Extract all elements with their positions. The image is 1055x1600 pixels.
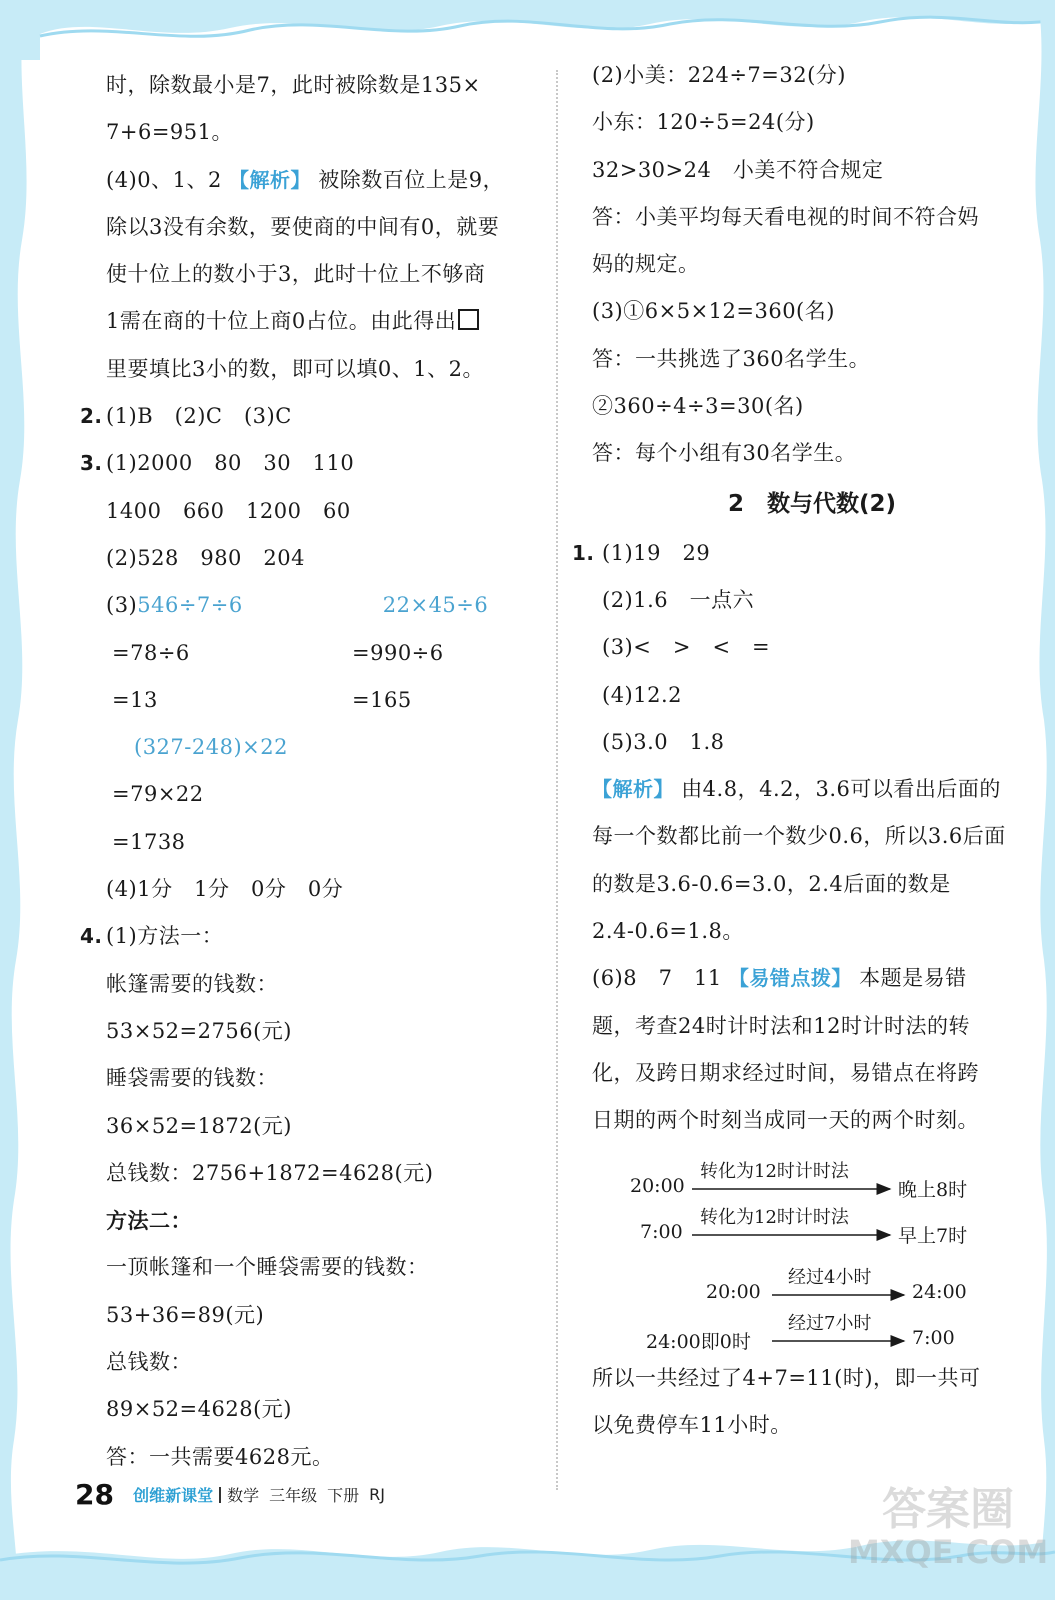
text-line: 里要填比3小的数，即可以填0、1、2。 <box>106 356 484 381</box>
analysis-tag: 【解析】 <box>229 167 312 192</box>
text-line <box>80 298 530 345</box>
analysis-text: 由4.8，4.2，3.6可以看出后面的 <box>681 777 1001 802</box>
left-column <box>80 62 530 1481</box>
text-line: 以免费停车11小时。 <box>592 1412 792 1437</box>
answer-text: (1)2000 80 30 110 <box>106 451 355 476</box>
text-line: 53+36=89(元) <box>106 1302 265 1327</box>
text-line: 时，除数最小是7，此时被除数是135× <box>106 73 481 97</box>
text-line: 使十位上的数小于3，此时十位上不够商 <box>106 262 486 287</box>
question-number: 3. <box>80 451 103 476</box>
page-number: 28 <box>75 1478 114 1511</box>
volume: 下册 <box>327 1486 360 1505</box>
right-column <box>572 52 1032 1449</box>
column-divider <box>556 70 558 1490</box>
text-line: 日期的两个时刻当成同一天的两个时刻。 <box>592 1108 979 1133</box>
time-label: 晚上8时 <box>898 1178 968 1201</box>
question-2 <box>80 393 530 440</box>
text-line: (2)小美：224÷7=32(分) <box>592 63 846 87</box>
step: =165 <box>352 687 412 712</box>
text-line: 答：一共挑选了360名学生。 <box>592 346 871 371</box>
text-segment: 本题是易错 <box>859 966 967 991</box>
text-line: 53×52=2756(元) <box>106 1018 292 1043</box>
time-label: 20:00 <box>706 1280 761 1303</box>
text-line: 89×52=4628(元) <box>106 1397 292 1422</box>
text-line <box>592 766 1032 813</box>
wavy-border-left <box>0 0 40 1600</box>
arrow-label: 转化为12时计时法 <box>700 1160 849 1182</box>
text-line: 答：小美平均每天看电视的时间不符合妈 <box>592 204 979 229</box>
subject: 数学 <box>227 1486 260 1505</box>
grade: 三年级 <box>269 1486 318 1505</box>
step: =78÷6 <box>112 640 190 665</box>
text-line: 每一个数都比前一个数少0.6，所以3.6后面 <box>592 824 1006 849</box>
question-number: 1. <box>572 540 595 565</box>
text-line <box>592 955 1032 1002</box>
arrow-label: 经过4小时 <box>788 1266 872 1288</box>
expression-row <box>80 582 530 629</box>
time-label: 7:00 <box>912 1326 955 1349</box>
text-line: 答：一共需要4628元。 <box>106 1444 334 1469</box>
analysis-text: 被除数百位上是9， <box>318 167 505 192</box>
text-line: 一顶帐篷和一个睡袋需要的钱数： <box>106 1255 429 1280</box>
text-line: (3)< > < = <box>602 635 771 660</box>
arrow-label: 转化为12时计时法 <box>700 1206 849 1228</box>
text-line: 32>30>24 小美不符合规定 <box>592 157 884 182</box>
step: =79×22 <box>112 782 204 807</box>
answer-text: (1)方法一： <box>106 924 224 949</box>
watermark-url: MXQE.COM <box>848 1533 1049 1571</box>
text-line: 答：每个小组有30名学生。 <box>592 441 857 466</box>
text-line: 方法二： <box>106 1208 192 1234</box>
text-line: 小东：120÷5=24(分) <box>592 110 815 135</box>
expression: (327-248)×22 <box>134 735 288 760</box>
question-1 <box>572 530 1032 577</box>
text-line: ②360÷4÷3=30(名) <box>592 394 804 419</box>
text-line: (2)1.6 一点六 <box>602 587 755 612</box>
section-heading: 2 数与代数(2) <box>727 490 897 517</box>
series-name: 创维新课堂 <box>133 1486 214 1505</box>
separator <box>219 1487 221 1503</box>
time-label: 早上7时 <box>898 1224 968 1247</box>
error-tip-tag: 【易错点拨】 <box>728 966 852 991</box>
text-line <box>80 157 530 204</box>
text-line: 帐篷需要的钱数： <box>106 971 278 996</box>
wavy-border-top <box>0 0 1055 60</box>
text-line: 所以一共经过了4+7=11(时)，即一共可 <box>592 1365 981 1390</box>
question-number: 4. <box>80 924 103 949</box>
answer-text: (1)B (2)C (3)C <box>106 404 292 429</box>
expression: 546÷7÷6 <box>137 593 243 618</box>
question-3 <box>80 440 530 487</box>
blank-box-icon <box>458 309 479 330</box>
watermark-text: 答案圈 <box>882 1484 1015 1535</box>
text-line: 除以3没有余数，要使商的中间有0，就要 <box>106 214 500 239</box>
text-line: 1400 660 1200 60 <box>106 498 351 523</box>
text-line: 妈的规定。 <box>592 252 700 277</box>
text-line: 2.4-0.6=1.8。 <box>592 919 744 944</box>
expression-row <box>80 630 530 677</box>
expression-row <box>80 677 530 724</box>
text-line: 化，及跨日期求经过时间，易错点在将跨 <box>592 1060 979 1085</box>
page-footer <box>75 1478 395 1511</box>
expression: 22×45÷6 <box>382 593 489 618</box>
expression-row <box>80 724 530 771</box>
answer-text: (4)0、1、2 <box>106 167 222 192</box>
text-line: (2)528 980 204 <box>106 545 305 570</box>
edition: RJ <box>369 1485 385 1504</box>
answer-text: (1)19 29 <box>602 540 711 565</box>
time-label: 7:00 <box>640 1220 683 1243</box>
text-line: (3)①6×5×12=360(名) <box>592 299 835 324</box>
analysis-tag: 【解析】 <box>592 777 674 802</box>
text-line: 睡袋需要的钱数： <box>106 1066 278 1091</box>
step: =990÷6 <box>352 640 444 665</box>
question-number: 2. <box>80 404 103 429</box>
arrow-label: 经过7小时 <box>788 1312 872 1334</box>
text-line: 7+6=951。 <box>106 120 233 145</box>
text-line: 36×52=1872(元) <box>106 1113 292 1138</box>
text-line: (4)12.2 <box>602 682 683 707</box>
sub-label: (3) <box>106 593 138 618</box>
step: =1738 <box>112 829 186 854</box>
time-conversion-diagram <box>592 1145 1032 1355</box>
step: =13 <box>112 687 158 712</box>
text-line: 的数是3.6-0.6=3.0，2.4后面的数是 <box>592 871 951 896</box>
text-segment: 1需在商的十位上商0占位。由此得出 <box>106 309 457 334</box>
text-line: 总钱数： <box>106 1350 192 1375</box>
text-line: 总钱数：2756+1872=4628(元) <box>106 1160 434 1185</box>
answer-text: (6)8 7 11 <box>592 966 722 991</box>
time-label: 24:00 <box>912 1280 967 1303</box>
text-line: (4)1分 1分 0分 0分 <box>106 877 344 902</box>
watermark <box>848 1486 1048 1570</box>
question-4 <box>80 913 530 960</box>
text-line: 题，考查24时计时法和12时计时法的转 <box>592 1013 970 1038</box>
time-label: 20:00 <box>630 1174 685 1197</box>
text-line: (5)3.0 1.8 <box>602 729 725 754</box>
time-label: 24:00即0时 <box>646 1330 751 1353</box>
